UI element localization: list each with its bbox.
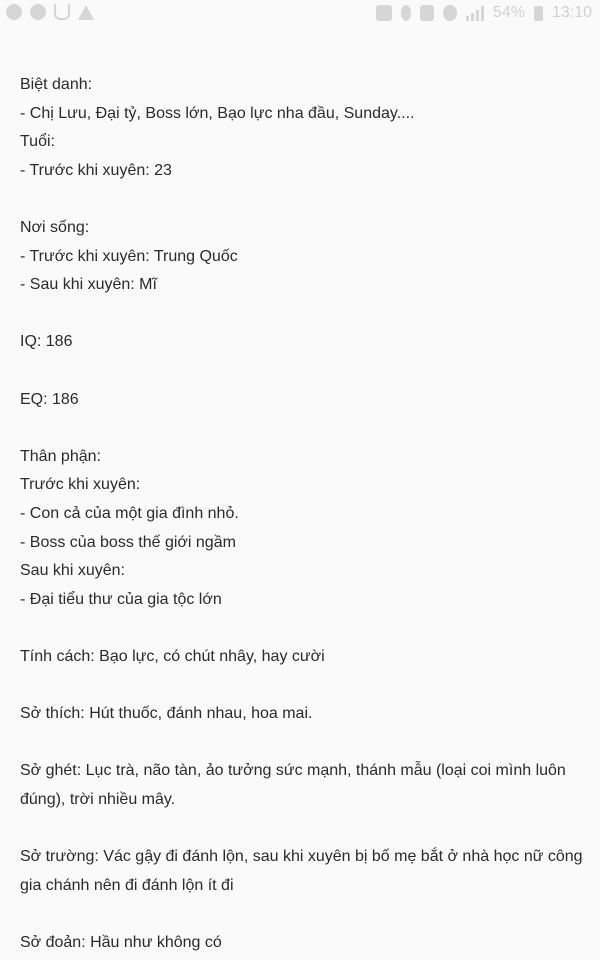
spacer: [20, 614, 585, 643]
identity-after-label: Sau khi xuyên:: [20, 562, 125, 580]
age-value: - Trước khi xuyên: 23: [20, 161, 172, 179]
mute-icon: [420, 5, 434, 21]
notification-icons: [6, 4, 94, 20]
system-icons: [376, 4, 592, 22]
warning-icon: [78, 5, 94, 20]
profile-text: [20, 71, 585, 957]
image-icon: [376, 5, 392, 21]
battery-icon: [534, 6, 543, 21]
battery-percent: 54%: [492, 4, 525, 21]
spacer: [20, 357, 585, 386]
bluetooth-icon: [401, 5, 411, 21]
residence-before: - Trước khi xuyên: Trung Quốc: [20, 247, 238, 265]
status-bar: [0, 0, 600, 28]
weaknesses: Sở đoản: Hầu như không có: [20, 933, 222, 951]
personality: Tính cách: Bạo lực, có chút nhây, hay cười: [20, 647, 325, 665]
eq-value: EQ: 186: [20, 390, 79, 408]
spacer: [20, 414, 585, 443]
identity-label: Thân phận:: [20, 447, 101, 465]
nickname-value: - Chị Lưu, Đại tỷ, Boss lớn, Bạo lực nha đầu, Sunday....: [20, 104, 415, 122]
spacer: [20, 671, 585, 700]
messenger-icon: [6, 4, 22, 20]
age-label: Tuổi:: [20, 133, 55, 151]
spacer: [20, 185, 585, 214]
nickname-label: Biệt danh:: [20, 76, 93, 93]
spacer: [20, 814, 585, 843]
identity-before-label: Trước khi xuyên:: [20, 476, 141, 494]
hobbies: Sở thích: Hút thuốc, đánh nhau, hoa mai.: [20, 705, 313, 723]
clock: 13:10: [551, 4, 592, 21]
spacer: [20, 729, 585, 758]
residence-after: - Sau khi xuyên: Mĩ: [20, 276, 157, 294]
residence-label: Nơi sống:: [20, 218, 90, 236]
spacer: [20, 900, 585, 929]
identity-after-item-1: - Đại tiểu thư của gia tộc lớn: [20, 590, 222, 608]
signal-icon: [466, 5, 484, 21]
strengths: Sở trường: Vác gậy đi đánh lộn, sau khi xuyên bị bố mẹ bắt ở nhà học nữ công gia chánh nên đi đánh lộn ít đi: [20, 848, 583, 894]
identity-before-item-1: - Con cả của một gia đình nhỏ.: [20, 504, 239, 522]
spacer: [20, 300, 585, 329]
identity-before-item-2: - Boss của boss thế giới ngầm: [20, 533, 236, 551]
iq-value: IQ: 186: [20, 333, 73, 351]
dislikes: Sở ghét: Lục trà, não tàn, ảo tưởng sức mạnh, thánh mẫu (loại coi mình luôn đúng), trời nhiều mây.: [20, 762, 566, 808]
u-app-icon: [54, 4, 70, 20]
chat-icon: [30, 4, 46, 20]
wifi-icon: [443, 5, 457, 21]
